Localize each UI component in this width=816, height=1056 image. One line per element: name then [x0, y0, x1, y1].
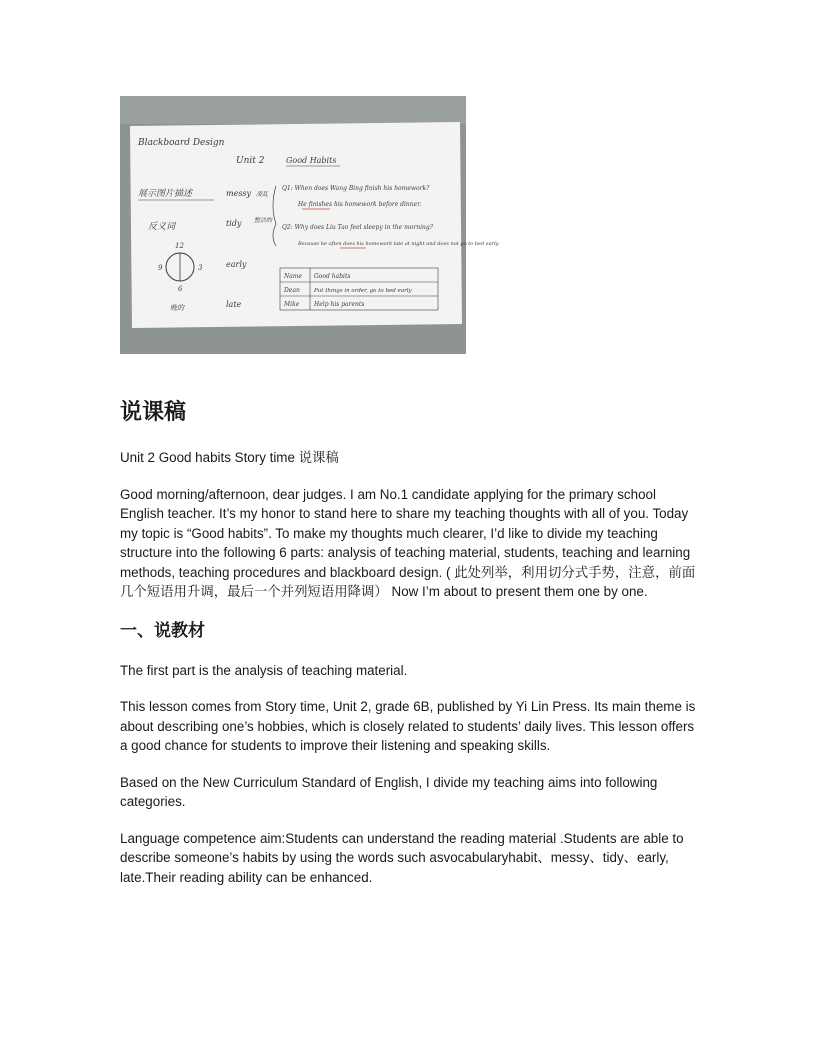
board-title-text: Blackboard Design: [138, 138, 225, 148]
board-answer-2: Because he often does his homework late at night and does not go to bed early.: [298, 241, 500, 247]
intro-paragraph: Good morning/afternoon, dear judges. I am No.1 candidate applying for the primary school English teacher. It’s my honor to stand here to share my teaching thoughts with all of you. Today my topic is “Good habits”. To make my thoughts much clearer, I’d like to divide my teaching structure into the following 6 parts: analysis of teaching material, students, teaching and learning methods, teaching procedures and blackboard design. ( 此处列举，利用切分式手势，注意，前面几个短语用升调，最后一个并列短语用降调） Now I’m about to present them one by one.: [120, 486, 696, 599]
board-unit-text: Unit 2: [236, 156, 265, 166]
section-paragraph-1: The first part is the analysis of teaching material.: [120, 662, 408, 678]
section-paragraph-2: This lesson comes from Story time, Unit 2, grade 6B, published by Yi Lin Press. Its main theme is about describing one’s hobbies, which is closely related to students’ daily lives. This lesson offers a good chance for students to improve their listening and speaking skills.: [120, 699, 696, 753]
section-heading-teaching-material: 一、说教材: [120, 620, 205, 641]
clock-number-12: 12: [175, 242, 184, 250]
table-cell-r2c1: Dean: [284, 287, 300, 294]
board-answer-1: He finishes his homework before dinner.: [298, 201, 422, 208]
board-word-messy: messy: [226, 189, 252, 198]
board-word-tidy: tidy: [226, 219, 242, 228]
clock-number-3: 3: [198, 264, 203, 272]
document-body: [120, 398, 700, 904]
board-word-late: late: [226, 300, 242, 309]
board-left-label-2: 反义词: [148, 222, 176, 232]
document-subtitle: Unit 2 Good habits Story time 说课稿: [120, 450, 339, 465]
table-cell-r1c1: Name: [284, 273, 303, 280]
table-cell-r3c1: Mike: [284, 301, 300, 308]
blackboard-design-photo: [120, 96, 500, 354]
table-cell-r2c2: Put things in order, go to bed early: [314, 288, 412, 294]
clock-number-6: 6: [178, 285, 183, 293]
section-paragraph-3: Based on the New Curriculum Standard of English, I divide my teaching aims into following categories.: [120, 774, 658, 809]
board-topic-text: Good Habits: [286, 156, 337, 165]
clock-number-9: 9: [158, 264, 163, 272]
board-word-note-1: 凌乱: [256, 191, 269, 198]
board-word-early: early: [226, 260, 247, 269]
document-title: 说课稿: [120, 400, 187, 425]
table-cell-r1c2: Good habits: [314, 273, 351, 280]
blackboard-photo-drawing: [120, 96, 500, 354]
board-question-1: Q1: When does Wang Bing finish his homework?: [282, 185, 430, 192]
clock-label: 晚的: [170, 304, 184, 312]
section-paragraph-4: Language competence aim:Students can understand the reading material .Students are able to describe someone’s habits by using the words such asvocabularyhabit、messy、tidy、early, late.Their reading ability can be enhanced.: [120, 830, 684, 885]
table-cell-r3c2: Help his parents: [314, 301, 365, 308]
board-word-note-2: 整洁的: [254, 217, 273, 224]
board-question-2: Q2: Why does Liu Tao feel sleepy in the morning?: [282, 224, 433, 231]
board-left-label-1: 展示图片描述: [138, 189, 193, 199]
